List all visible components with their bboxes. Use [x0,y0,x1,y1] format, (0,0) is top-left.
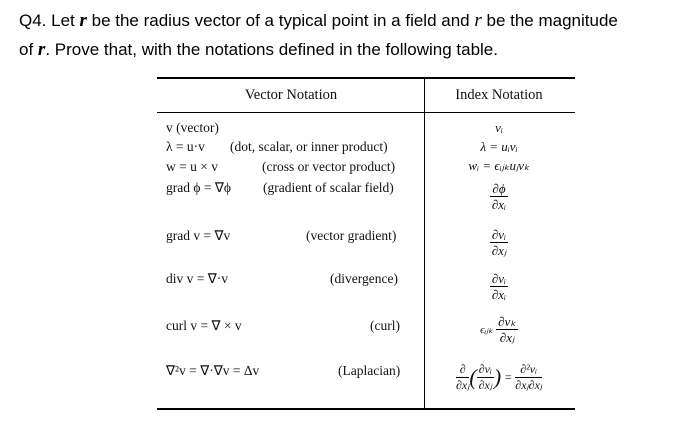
q2-symbol-r-bold: r [37,39,46,60]
row-dot-formula: λ = u·v [166,139,205,154]
index-vector: vᵢ [495,120,503,135]
q2-part-2: . Prove that, with the notations defined in the following table. [45,40,498,59]
row-div-formula: div v = ∇·v [166,271,229,286]
row-div-desc: (divergence) [330,271,398,286]
table-column-divider [424,79,425,408]
row-laplacian-desc: (Laplacian) [338,363,401,378]
curl-epsilon: ϵᵢⱼₖ [480,324,493,336]
table-header-rule [157,112,575,113]
q1-symbol-r: r [474,10,482,31]
row-cross-formula: w = u × v [166,159,218,174]
header-vector-notation: Vector Notation [244,87,338,103]
index-div: $\frac{\text{∂vᵢ}}{\text{∂xᵢ}}$ [491,271,507,302]
row-vector-v: v (vector) [166,120,219,135]
index-cross: wᵢ = ϵᵢⱼₖuⱼvₖ [468,158,530,173]
q1-part-0: Q4. Let [19,11,80,30]
row-cross-desc: (cross or vector product) [262,159,396,174]
paren-close: ) [493,364,502,390]
laplacian-equals: = [504,370,513,384]
row-dot-desc: (dot, scalar, or inner product) [230,139,388,154]
question-line-2 [19,35,694,64]
header-index-notation: Index Notation [455,87,543,103]
row-grad-vector-desc: (vector gradient) [306,228,397,243]
index-laplacian: $\frac{\partial}{\text{∂xⱼ}}$ ( $\frac{\text{∂vᵢ}}{\text{∂xⱼ}}$ ) = $\frac{\text{∂²vᵢ}}{\text{∂xⱼ∂xⱼ}}$ [456,362,542,392]
q1-symbol-r-bold: r [79,10,87,31]
table-bottom-rule [157,408,575,410]
row-curl-formula: curl v = ∇ × v [166,318,242,333]
question-line-1 [19,6,694,35]
index-grad-scalar: $\frac{\partial\phi}{\text{∂xᵢ}}$ [491,181,507,212]
paren-open: ( [469,364,477,390]
question-text [19,6,694,64]
row-grad-scalar-desc: (gradient of scalar field) [263,180,394,195]
q1-part-4: be the magnitude [481,11,618,30]
q1-part-2: be the radius vector of a typical point in a field and [86,11,475,30]
index-curl: ϵᵢⱼₖ $\frac{\text{∂vₖ}}{\text{∂xⱼ}}$ [480,314,516,345]
row-laplacian-formula: ∇²v = ∇·∇v = Δv [166,363,260,378]
index-grad-vector: $\frac{\text{∂vᵢ}}{\text{∂xⱼ}}$ [491,227,507,258]
row-curl-desc: (curl) [370,318,400,333]
q2-part-0: of [19,40,38,59]
table-top-rule [157,77,575,79]
row-grad-vector-formula: grad v = ∇v [166,228,231,243]
index-dot: λ = uᵢvᵢ [480,139,518,154]
row-grad-scalar-formula: grad ϕ = ∇ϕ [166,180,231,195]
